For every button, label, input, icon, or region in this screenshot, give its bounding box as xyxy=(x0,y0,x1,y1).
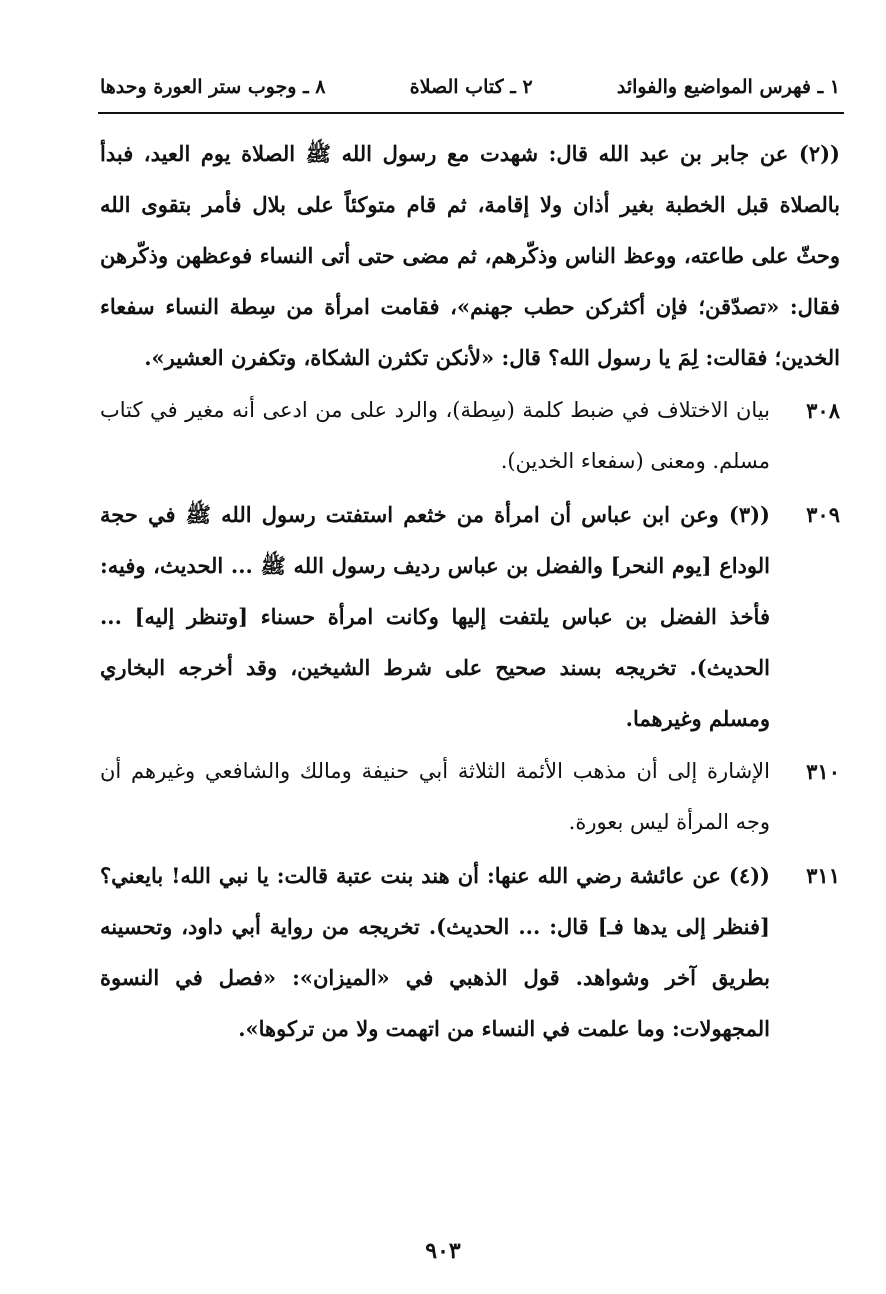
header-book-title: ٢ ـ كتاب الصلاة xyxy=(409,76,533,98)
header-section-title: ٨ ـ وجوب ستر العورة وحدها xyxy=(100,76,326,98)
running-header xyxy=(100,72,840,102)
entry-text: بيان الاختلاف في ضبط كلمة (سِطة)، والرد على من ادعى أنه مغير في كتاب مسلم. ومعنى (سفعاء الخدين). xyxy=(100,398,770,473)
entry-number: ٣٠٨ xyxy=(806,398,840,423)
index-entry-hadith-2 xyxy=(100,128,840,383)
index-entry-308 xyxy=(100,385,840,487)
header-rule xyxy=(98,112,844,114)
entry-text: ((٤) عن عائشة رضي الله عنها: أن هند بنت عتبة قالت: يا نبي الله! بايعني؟ [فنظر إلى يدها فـ] قال: ... الحديث). تخريجه من رواية أبي داود، وتحسينه بطريق آخر وشواهد. قول الذهبي في «الميزان»: «فصل في النسوة المجهولات: وما علمت في النساء من اتهمت ولا من تركوها». xyxy=(100,863,770,1041)
entry-text: ((٢) عن جابر بن عبد الله قال: شهدت مع رسول الله ﷺ الصلاة يوم العيد، فبدأ بالصلاة قبل الخطبة بغير أذان ولا إقامة، ثم قام متوكئاً على بلال فأمر بتقوى الله وحثّ على طاعته، ووعظ الناس وذكّرهم، ثم مضى حتى أتى النساء فوعظهن وذكّرهن فقال: «تصدّقن؛ فإن أكثركن حطب جهنم»، فقامت امرأة من سِطة النساء سفعاء الخدين؛ فقالت: لِمَ يا رسول الله؟ قال: «لأنكن تكثرن الشكاة، وتكفرن العشير». xyxy=(100,141,840,370)
index-entry-309 xyxy=(100,489,840,744)
index-entry-311 xyxy=(100,850,840,1054)
index-entries xyxy=(100,128,840,1056)
entry-number: ٣١١ xyxy=(806,863,840,888)
index-entry-310 xyxy=(100,746,840,848)
page-number: ٩٠٣ xyxy=(425,1238,461,1264)
header-chapter-index: ١ ـ فهرس المواضيع والفوائد xyxy=(616,76,840,98)
entry-text: الإشارة إلى أن مذهب الأئمة الثلاثة أبي حنيفة ومالك والشافعي وغيرهم أن وجه المرأة ليس بعورة. xyxy=(100,759,770,834)
entry-number: ٣٠٩ xyxy=(806,502,840,527)
entry-text: ((٣) وعن ابن عباس أن امرأة من خثعم استفتت رسول الله ﷺ في حجة الوداع [يوم النحر] والفضل بن عباس رديف رسول الله ﷺ ... الحديث، وفيه: فأخذ الفضل بن عباس يلتفت إليها وكانت امرأة حسناء [وتنظر إليه] ... الحديث). تخريجه بسند صحيح على شرط الشيخين، وقد أخرجه البخاري ومسلم وغيرهما. xyxy=(100,502,770,731)
entry-number: ٣١٠ xyxy=(806,759,840,784)
